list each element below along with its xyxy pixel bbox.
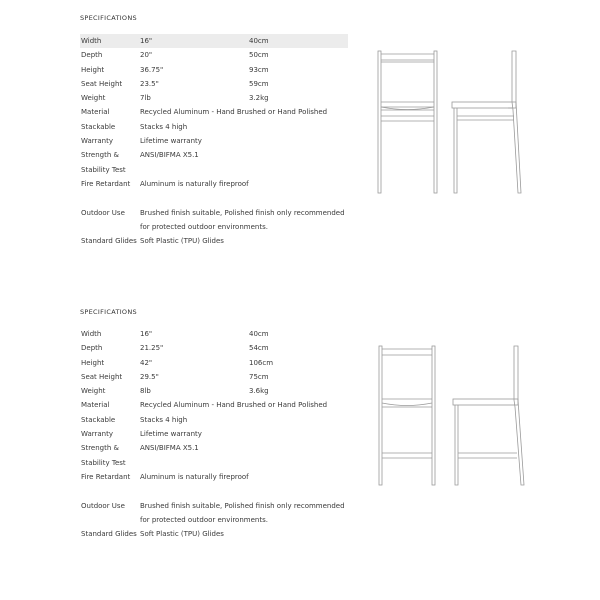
spec-value: ANSI/BIFMA X5.1: [140, 444, 199, 453]
spec-value: Stacks 4 high: [140, 415, 188, 424]
spec-value-imperial: 16": [140, 37, 153, 45]
spec-row-outdoor: [80, 499, 348, 528]
spec-row-width: [80, 327, 348, 341]
spec-value: Aluminum is naturally fireproof: [140, 179, 249, 188]
spec-value: Soft Plastic (TPU) Glides: [140, 530, 224, 539]
spec-table: [80, 327, 348, 556]
spec-row-weight: [80, 384, 348, 398]
spec-label: Weight: [81, 387, 106, 396]
spec-table: [80, 34, 348, 263]
spec-label: Standard Glides: [81, 237, 137, 246]
spec-value: Soft Plastic (TPU) Glides: [140, 237, 224, 246]
spec-label: Warranty: [81, 430, 114, 439]
spec-label: Material: [81, 108, 110, 117]
spec-label: Material: [81, 401, 110, 410]
spec-value-metric: 93cm: [249, 65, 269, 74]
spec-label: Strength & Stability Test: [81, 151, 126, 174]
spec-value-metric: 106cm: [249, 358, 274, 367]
spec-row-fire: [80, 177, 348, 206]
spec-value-metric: 40cm: [249, 37, 269, 45]
spec-title: SPECIFICATIONS: [80, 308, 137, 316]
spec-row-seat-height: [80, 77, 348, 91]
spec-value-metric: 54cm: [249, 344, 269, 353]
spec-label: Seat Height: [81, 372, 123, 381]
spec-row-width: [80, 34, 348, 48]
spec-label: Warranty: [81, 137, 114, 146]
spec-value: Lifetime warranty: [140, 137, 202, 146]
spec-row-seat-height: [80, 370, 348, 384]
spec-row-warranty: [80, 134, 348, 148]
spec-label: Seat Height: [81, 79, 123, 88]
spec-label: Stackable: [81, 415, 116, 424]
spec-label: Depth: [81, 51, 103, 60]
spec-label: Fire Retardant: [81, 179, 131, 188]
spec-value-imperial: 36.75": [140, 65, 164, 74]
spec-label: Height: [81, 65, 105, 74]
spec-value-imperial: 8lb: [140, 387, 151, 396]
spec-value: Brushed finish suitable, Polished finish only recommended for protected outdoor environments.: [140, 208, 345, 231]
chair-front-view-drawing: [376, 50, 442, 195]
spec-row-strength: [80, 441, 348, 470]
spec-title: SPECIFICATIONS: [80, 14, 137, 22]
spec-value-imperial: 42": [140, 358, 153, 367]
spec-label: Stackable: [81, 122, 116, 131]
spec-value-metric: 59cm: [249, 79, 269, 88]
spec-row-depth: [80, 48, 348, 62]
spec-value-imperial: 16": [140, 330, 153, 338]
spec-label: Outdoor Use: [81, 208, 125, 217]
spec-label: Standard Glides: [81, 530, 137, 539]
spec-value-imperial: 29.5": [140, 372, 159, 381]
spec-value: Brushed finish suitable, Polished finish only recommended for protected outdoor environments.: [140, 501, 345, 524]
spec-row-material: [80, 105, 348, 119]
spec-row-depth: [80, 341, 348, 355]
spec-row-glides: [80, 234, 348, 263]
stool-front-view-drawing: [376, 345, 442, 487]
spec-value: Stacks 4 high: [140, 122, 188, 131]
spec-row-warranty: [80, 427, 348, 441]
spec-label: Outdoor Use: [81, 501, 125, 510]
spec-row-fire: [80, 470, 348, 499]
spec-row-height: [80, 356, 348, 370]
spec-label: Weight: [81, 94, 106, 103]
spec-section-2: [0, 290, 600, 600]
spec-value-metric: 3.6kg: [249, 387, 269, 396]
spec-value-imperial: 7lb: [140, 94, 151, 103]
spec-label: Fire Retardant: [81, 472, 131, 481]
spec-value: ANSI/BIFMA X5.1: [140, 151, 199, 160]
spec-value-metric: 3.2kg: [249, 94, 269, 103]
spec-value-metric: 40cm: [249, 330, 269, 338]
spec-row-stackable: [80, 120, 348, 134]
spec-value-imperial: 20": [140, 51, 153, 60]
spec-value-imperial: 21.25": [140, 344, 164, 353]
spec-value-metric: 75cm: [249, 372, 269, 381]
chair-side-view-drawing: [448, 50, 530, 195]
spec-value-imperial: 23.5": [140, 79, 159, 88]
stool-side-view-drawing: [448, 345, 530, 487]
spec-value: Recycled Aluminum - Hand Brushed or Hand Polished: [140, 108, 328, 117]
spec-label: Width: [81, 37, 102, 45]
spec-section-1: [0, 0, 600, 290]
spec-row-strength: [80, 148, 348, 177]
spec-label: Strength & Stability Test: [81, 444, 126, 467]
spec-label: Width: [81, 330, 102, 338]
spec-value: Recycled Aluminum - Hand Brushed or Hand Polished: [140, 401, 328, 410]
spec-label: Height: [81, 358, 105, 367]
spec-row-glides: [80, 527, 348, 556]
spec-row-material: [80, 398, 348, 412]
spec-row-stackable: [80, 413, 348, 427]
spec-value-metric: 50cm: [249, 51, 269, 60]
spec-row-weight: [80, 91, 348, 105]
spec-label: Depth: [81, 344, 103, 353]
spec-row-height: [80, 63, 348, 77]
spec-value: Lifetime warranty: [140, 430, 202, 439]
spec-value: Aluminum is naturally fireproof: [140, 472, 249, 481]
spec-row-outdoor: [80, 206, 348, 235]
